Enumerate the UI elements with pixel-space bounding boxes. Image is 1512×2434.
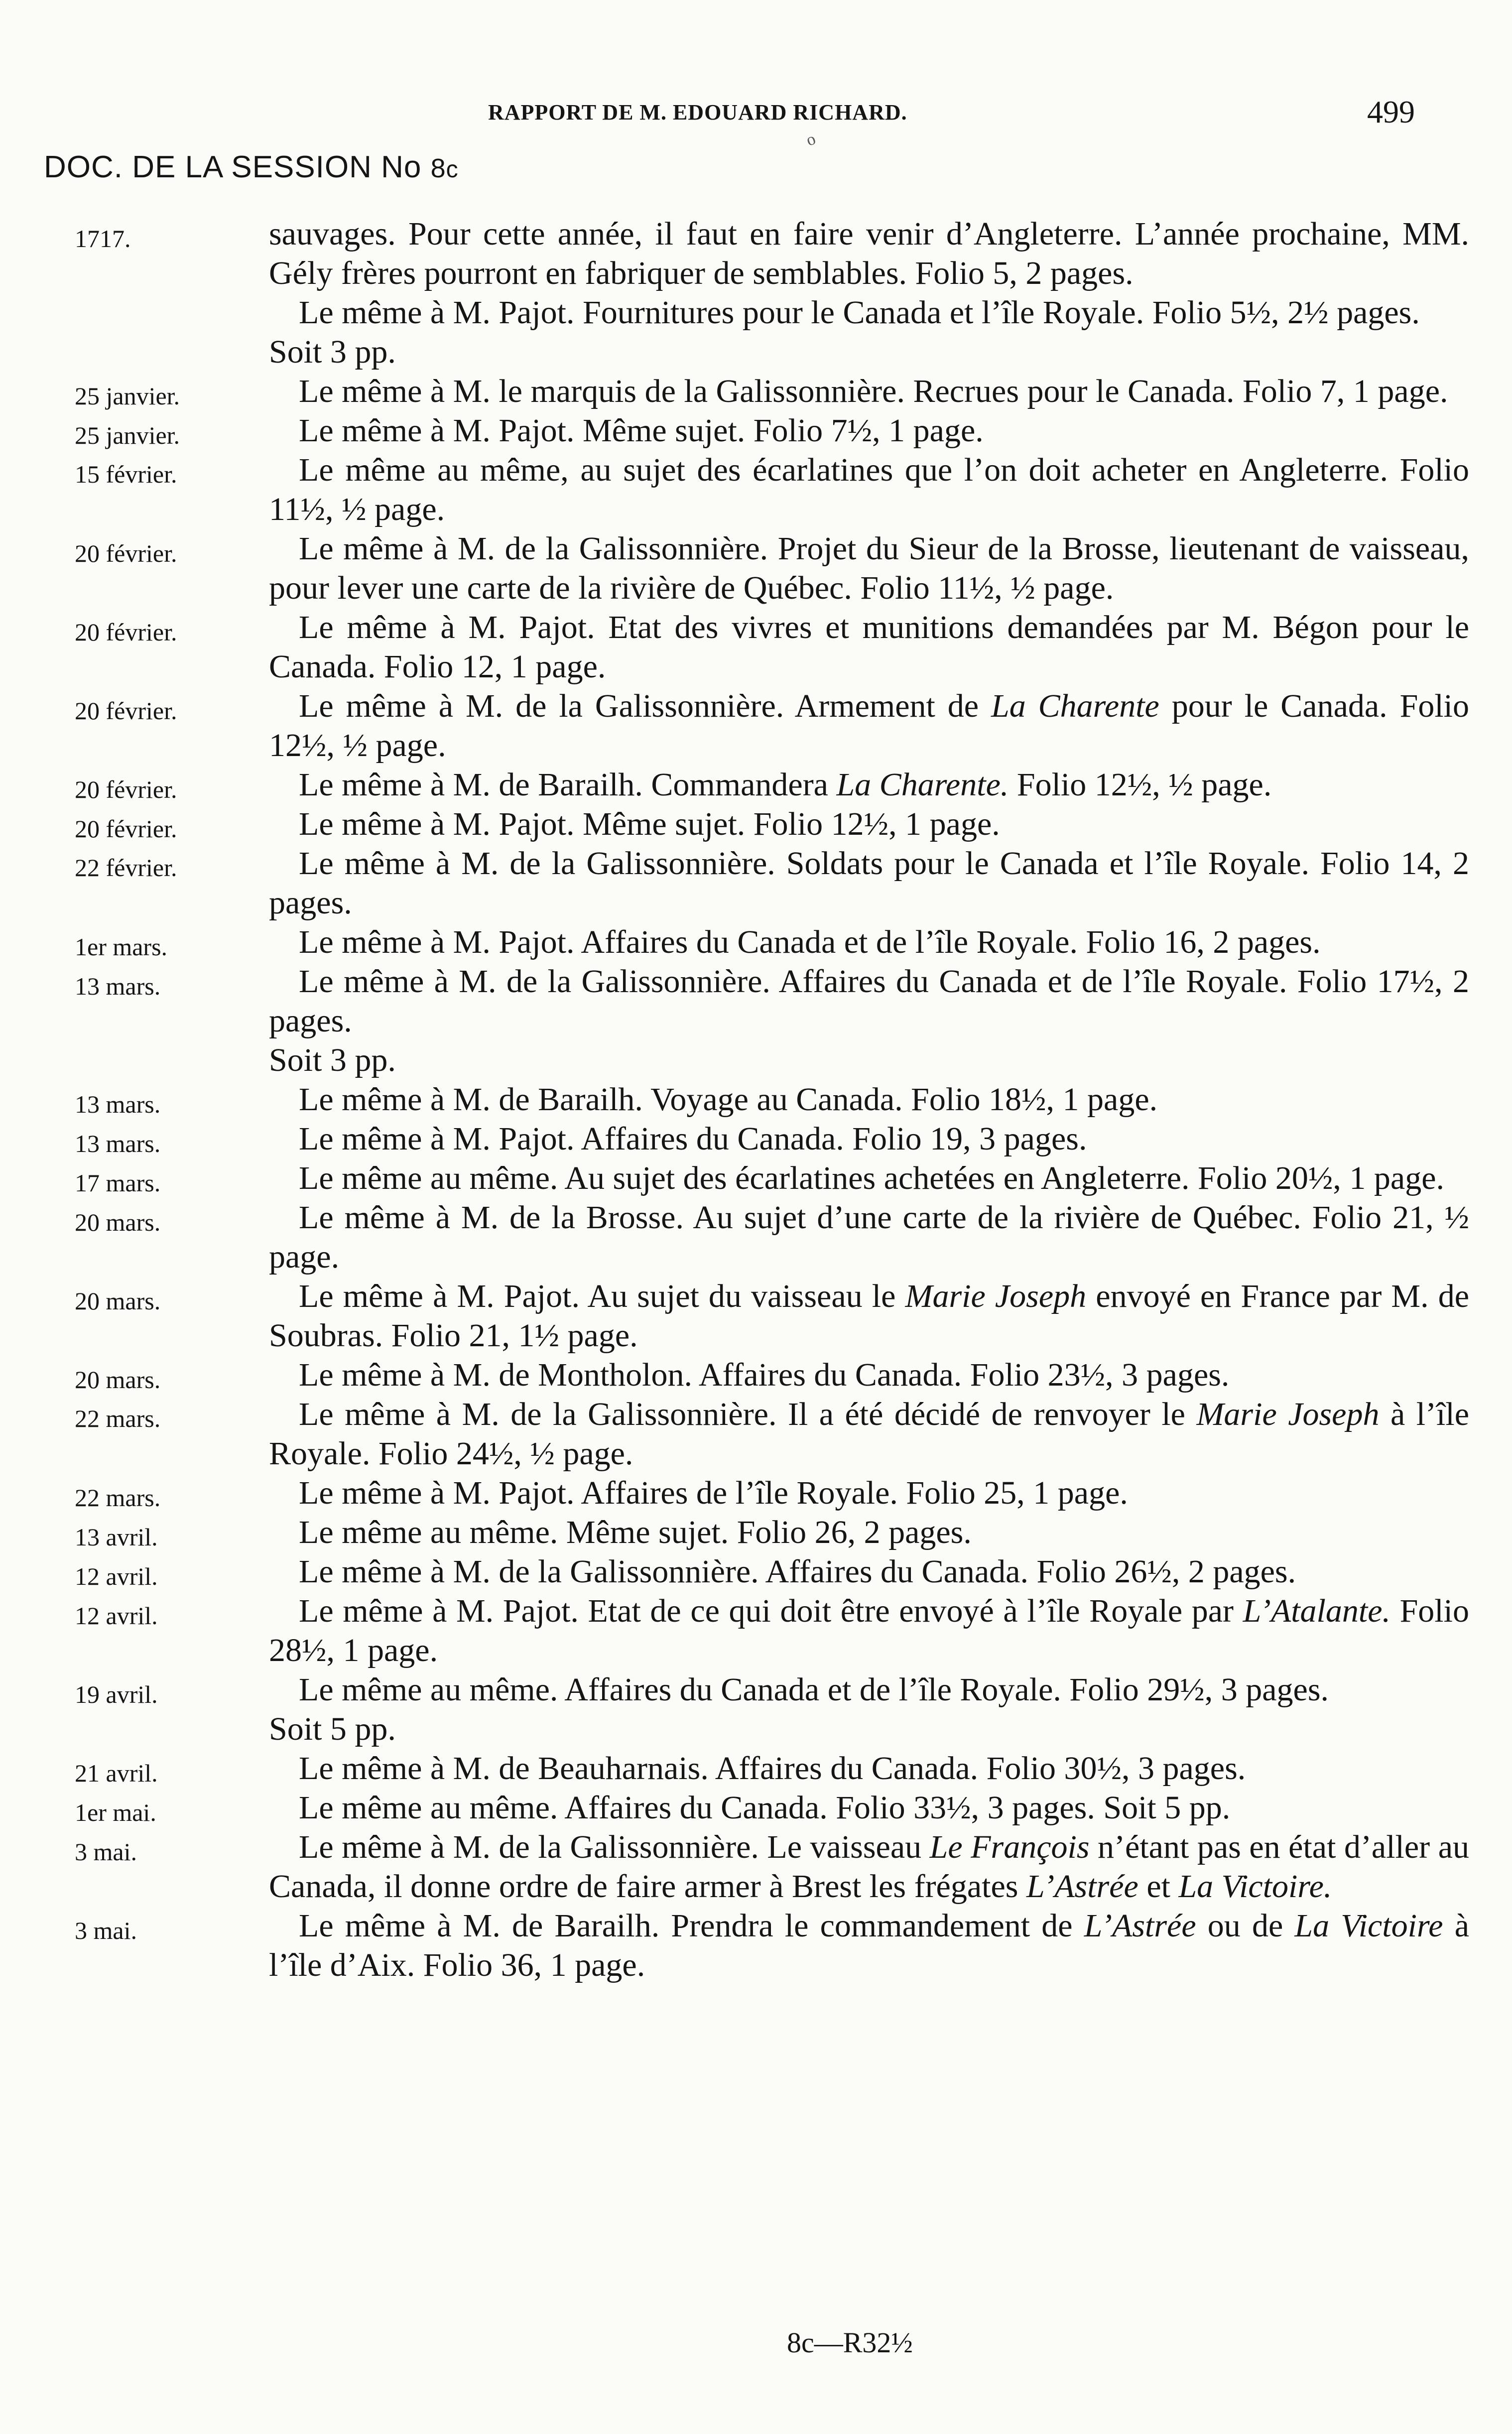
entry-text: n’étant pas en état d’aller au Canada, il donne ordre de faire armer à Brest les frégates <box>269 1829 1469 1905</box>
entry-date: 13 mars. <box>75 972 161 1000</box>
entry-text: Le même au même. Affaires du Canada et de l’île Royale. Folio 29½, 3 pages. <box>299 1671 1329 1708</box>
entry-date-column <box>75 1203 269 1242</box>
entry-paragraph <box>269 450 1469 529</box>
entry-date-column <box>75 1911 269 1950</box>
entry-text: Le même à M. Pajot. Même sujet. Folio 7½, 1 page. <box>299 412 984 449</box>
ship-name: L’Astrée <box>1026 1868 1138 1905</box>
entry-text: Le même à M. Pajot. Fournitures pour le Canada et l’île Royale. Folio 5½, 2½ pages. <box>299 294 1420 331</box>
entry-text: Le même à M. Pajot. Même sujet. Folio 12½, 1 page. <box>299 806 1000 842</box>
entry-body <box>269 293 1469 372</box>
entry-date-column <box>75 927 269 966</box>
letter-entry <box>75 411 1469 488</box>
entry-body <box>269 844 1469 922</box>
session-label <box>44 149 459 185</box>
entry-date: 3 mai. <box>75 1917 137 1944</box>
entry-paragraph <box>269 1827 1469 1906</box>
entry-date: 12 avril. <box>75 1602 158 1630</box>
letter-entry <box>75 1277 1469 1355</box>
entry-paragraph <box>269 1395 1469 1473</box>
entry-date-column <box>75 1281 269 1320</box>
entry-paragraph <box>269 529 1469 608</box>
entry-date: 25 janvier. <box>75 382 180 410</box>
entry-text: ou de <box>1196 1908 1295 1944</box>
ship-name: La Charente <box>991 688 1159 724</box>
entry-text: envoyé en France par M. de Soubras. Folio 21, 1½ page. <box>269 1278 1470 1354</box>
entry-paragraph <box>269 411 1469 450</box>
entry-text: Le même à M. Pajot. Etat des vivres et munitions demandées par M. Bégon pour le Canada. Folio 12, 1 page. <box>269 609 1469 685</box>
entry-paragraph <box>269 1552 1469 1591</box>
entry-body <box>269 411 1469 450</box>
entry-text: Le même à M. de la Brosse. Au sujet d’une carte de la rivière de Québec. Folio 21, ½ page. <box>269 1199 1469 1275</box>
session-letter: c <box>446 156 459 183</box>
entry-date: 22 mars. <box>75 1484 161 1512</box>
letter-entry <box>75 1198 1469 1277</box>
entry-body <box>269 214 1469 293</box>
entry-paragraph <box>269 844 1469 922</box>
letter-entry <box>75 293 1469 372</box>
entry-body <box>269 686 1469 765</box>
entry-date: 20 février. <box>75 815 177 843</box>
letter-entry <box>75 1670 1469 1749</box>
entry-text: et <box>1138 1868 1179 1905</box>
entry-date-column <box>75 1596 269 1635</box>
entry-text: Le même à M. de Beauharnais. Affaires du Canada. Folio 30½, 3 pages. <box>299 1750 1246 1787</box>
entry-date: 20 février. <box>75 775 177 803</box>
page-total: Soit 5 pp. <box>269 1711 396 1747</box>
entry-paragraph <box>269 1198 1469 1277</box>
entry-date: 25 janvier. <box>75 421 180 449</box>
entry-date: 1717. <box>75 225 131 253</box>
entry-body <box>269 804 1469 844</box>
entry-date-column <box>75 613 269 651</box>
letter-entry <box>75 1395 1469 1473</box>
entry-date: 19 avril. <box>75 1680 158 1708</box>
entry-paragraph <box>269 765 1469 804</box>
ship-name: Marie Joseph <box>1196 1396 1380 1432</box>
entry-body <box>269 922 1469 962</box>
entry-body <box>269 962 1469 1080</box>
ship-name: La Victoire. <box>1178 1868 1332 1905</box>
entry-body <box>269 1119 1469 1158</box>
page-header <box>0 0 1512 184</box>
letter-entry <box>75 1552 1469 1591</box>
entry-text: Le même à M. de la Galissonnière. Armement de <box>299 688 992 724</box>
entry-date: 20 février. <box>75 539 177 567</box>
letter-entry <box>75 962 1469 1080</box>
entry-paragraph <box>269 1513 1469 1552</box>
entry-body <box>269 372 1469 411</box>
letter-entry <box>75 1827 1469 1906</box>
entry-paragraph <box>269 1473 1469 1513</box>
entry-text: Le même à M. de la Galissonnière. Il a été décidé de renvoyer le <box>299 1396 1197 1432</box>
entry-body <box>269 1473 1469 1513</box>
entry-paragraph <box>269 608 1469 686</box>
letter-entry <box>75 214 1469 293</box>
entry-date-column <box>75 1675 269 1714</box>
ship-name: La Charente. <box>836 767 1009 803</box>
entry-body <box>269 1827 1469 1906</box>
entry-body <box>269 608 1469 686</box>
entry-body <box>269 1513 1469 1552</box>
entry-paragraph <box>269 1591 1469 1670</box>
entry-text: Le même à M. Pajot. Etat de ce qui doit être envoyé à l’île Royale par <box>299 1593 1243 1629</box>
letter-entry <box>75 372 1469 411</box>
letter-entry <box>75 804 1469 882</box>
entry-text: Le même à M. de Barailh. Voyage au Canada. Folio 18½, 1 page. <box>299 1081 1158 1118</box>
running-head: RAPPORT DE M. EDOUARD RICHARD. <box>488 100 907 125</box>
entry-body <box>269 1355 1469 1395</box>
entry-date-column <box>75 219 269 258</box>
ship-name: Marie Joseph <box>905 1278 1087 1314</box>
entry-body <box>269 765 1469 804</box>
entry-body <box>269 1788 1469 1827</box>
entry-text: Le même à M. de la Galissonnière. Affaires du Canada. Folio 26½, 2 pages. <box>299 1553 1296 1590</box>
entry-text: Le même à M. le marquis de la Galissonnière. Recrues pour le Canada. Folio 7, 1 page. <box>299 373 1448 409</box>
entry-text: Le même à M. de la Galissonnière. Projet du Sieur de la Brosse, lieutenant de vaisseau, pour lever une carte de la rivière de Québec. Folio 11½, ½ page. <box>269 530 1469 606</box>
entry-date-column <box>75 1518 269 1556</box>
letter-entry <box>75 1513 1469 1552</box>
entry-date-column <box>75 1832 269 1871</box>
entry-paragraph <box>269 293 1469 372</box>
entry-text: Le même à M. de la Galissonnière. Affaires du Canada et de l’île Royale. Folio 17½, 2 pages. <box>269 963 1469 1039</box>
entry-date: 1er mai. <box>75 1798 156 1826</box>
entry-date-column <box>75 1754 269 1793</box>
entry-date-column <box>75 967 269 1006</box>
letter-entry <box>75 765 1469 804</box>
entry-body <box>269 1552 1469 1591</box>
letter-entry <box>75 450 1469 529</box>
entry-date-column <box>75 770 269 809</box>
entry-date: 20 mars. <box>75 1366 161 1394</box>
entry-text: Folio 28½, 1 page. <box>269 1593 1469 1668</box>
entry-body <box>269 1749 1469 1788</box>
entry-date: 22 février. <box>75 854 177 882</box>
entry-text: à l’île Royale. Folio 24½, ½ page. <box>269 1396 1469 1472</box>
letter-entry <box>75 922 1469 962</box>
ship-name: La Victoire <box>1294 1908 1443 1944</box>
letter-entry <box>75 1906 1469 1985</box>
entry-paragraph <box>269 1788 1469 1827</box>
entry-text: Le même à M. de la Galissonnière. Le vaisseau <box>299 1829 930 1865</box>
letter-entry <box>75 1591 1469 1670</box>
entry-text: Le même à M. de Montholon. Affaires du Canada. Folio 23½, 3 pages. <box>299 1357 1230 1393</box>
entry-date: 20 février. <box>75 618 177 646</box>
entry-date: 15 février. <box>75 460 177 488</box>
entry-date-column <box>75 1478 269 1517</box>
entry-paragraph <box>269 372 1469 411</box>
entry-paragraph <box>269 1670 1469 1749</box>
entry-date: 12 avril. <box>75 1562 158 1590</box>
entry-text: Le même à M. Pajot. Au sujet du vaisseau le <box>299 1278 905 1314</box>
stray-mark: o <box>804 129 818 150</box>
entry-date-column <box>75 1124 269 1163</box>
entry-date: 13 mars. <box>75 1130 161 1157</box>
entry-body <box>269 450 1469 529</box>
letter-entry <box>75 686 1469 765</box>
entry-body <box>269 1670 1469 1749</box>
letter-entry <box>75 608 1469 686</box>
entry-text: à l’île d’Aix. Folio 36, 1 page. <box>269 1908 1470 1983</box>
session-number: 8 <box>430 153 446 183</box>
entry-paragraph <box>269 1080 1469 1119</box>
footer-signature: 8c—R32½ <box>787 2326 913 2359</box>
entry-body <box>269 1198 1469 1277</box>
entry-date-column <box>75 691 269 730</box>
entry-text: Le même à M. de Barailh. Commandera <box>299 767 837 803</box>
entry-date-column <box>75 1085 269 1124</box>
entry-text: Le même au même. Au sujet des écarlatines achetées en Angleterre. Folio 20½, 1 page. <box>299 1160 1445 1196</box>
entry-paragraph <box>269 214 1469 293</box>
page-total: Soit 3 pp. <box>269 334 396 370</box>
entry-body <box>269 529 1469 608</box>
entry-text: sauvages. Pour cette année, il faut en faire venir d’Angleterre. L’année prochaine, MM. Gély frères pourront en fabriquer de semblables. Folio 5, 2 pages. <box>269 216 1469 291</box>
entry-date: 22 mars. <box>75 1405 161 1432</box>
entry-paragraph <box>269 962 1469 1080</box>
entry-text: Le même au même. Affaires du Canada. Folio 33½, 3 pages. Soit 5 pp. <box>299 1790 1231 1826</box>
entry-paragraph <box>269 1119 1469 1158</box>
entry-body <box>269 1277 1469 1355</box>
letter-entry <box>75 1749 1469 1788</box>
entry-date: 20 mars. <box>75 1287 161 1315</box>
ship-name: L’Atalante. <box>1243 1593 1390 1629</box>
entry-date: 21 avril. <box>75 1759 158 1787</box>
entry-date: 13 mars. <box>75 1090 161 1118</box>
entry-date-column <box>75 1163 269 1202</box>
letter-entry <box>75 1119 1469 1158</box>
entry-paragraph <box>269 1277 1469 1355</box>
session-prefix: DOC. DE LA SESSION No <box>44 150 431 184</box>
entry-date: 3 mai. <box>75 1838 137 1866</box>
entry-text: Le même à M. de Barailh. Prendra le commandement de <box>299 1908 1084 1944</box>
entry-date: 20 février. <box>75 697 177 725</box>
entry-paragraph <box>269 1749 1469 1788</box>
entry-date: 20 mars. <box>75 1208 161 1236</box>
entry-text: Le même à M. Pajot. Affaires du Canada et de l’île Royale. Folio 16, 2 pages. <box>299 924 1321 960</box>
entry-date-column <box>75 1557 269 1596</box>
entry-paragraph <box>269 686 1469 765</box>
ship-name: L’Astrée <box>1084 1908 1196 1944</box>
entry-body <box>269 1591 1469 1670</box>
letter-entry <box>75 529 1469 608</box>
entry-body <box>269 1906 1469 1985</box>
entry-text: Le même au même, au sujet des écarlatines que l’on doit acheter en Angleterre. Folio 11½, ½ page. <box>269 452 1469 527</box>
letter-entry <box>75 1473 1469 1513</box>
entry-paragraph <box>269 804 1469 844</box>
entry-date: 17 mars. <box>75 1169 161 1197</box>
letter-entry <box>75 1080 1469 1119</box>
entry-text: Le même au même. Même sujet. Folio 26, 2 pages. <box>299 1514 972 1550</box>
entry-text: Le même à M. de la Galissonnière. Soldats pour le Canada et l’île Royale. Folio 14, 2 pages. <box>269 845 1469 921</box>
entry-date: 13 avril. <box>75 1523 158 1551</box>
entry-paragraph <box>269 1906 1469 1985</box>
letter-entry <box>75 844 1469 922</box>
entry-text: pour le Canada. Folio 12½, ½ page. <box>269 688 1469 764</box>
entry-date-column <box>75 534 269 573</box>
entry-paragraph <box>269 922 1469 962</box>
entry-text: Le même à M. Pajot. Affaires du Canada. Folio 19, 3 pages. <box>299 1121 1087 1157</box>
entry-date-column <box>75 1793 269 1832</box>
entry-text: Le même à M. Pajot. Affaires de l’île Royale. Folio 25, 1 page. <box>299 1475 1128 1511</box>
entry-date: 1er mars. <box>75 933 168 961</box>
letter-entry <box>75 1788 1469 1827</box>
entry-paragraph <box>269 1158 1469 1198</box>
ship-name: Le François <box>929 1829 1090 1865</box>
entry-body <box>269 1395 1469 1473</box>
page-total: Soit 3 pp. <box>269 1042 396 1078</box>
letter-entry <box>75 1158 1469 1198</box>
entry-body <box>269 1080 1469 1119</box>
entry-body <box>269 1158 1469 1198</box>
entries-list <box>75 214 1469 1985</box>
entry-text: Folio 12½, ½ page. <box>1008 767 1272 803</box>
page-number: 499 <box>1367 94 1415 129</box>
entry-paragraph <box>269 1355 1469 1395</box>
entry-date-column <box>75 377 269 415</box>
